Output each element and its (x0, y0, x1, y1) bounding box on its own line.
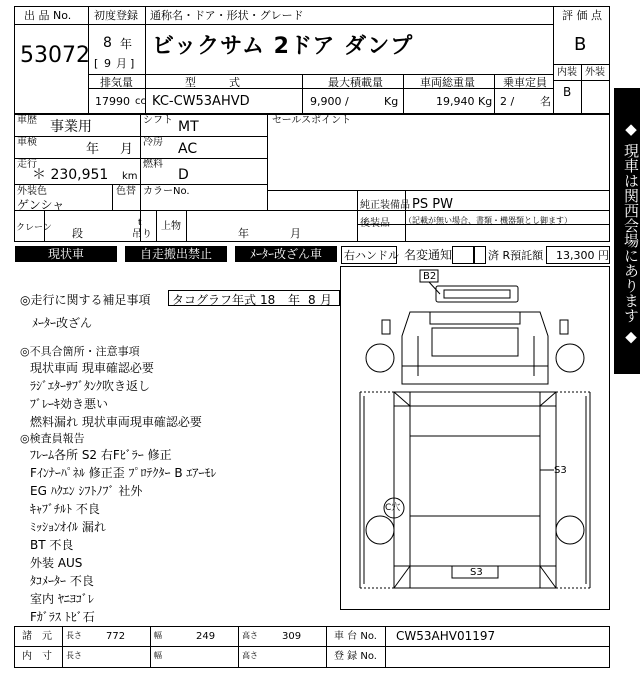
venue-notice: ◆ 現車は関西会場にあります ◆ (614, 88, 640, 374)
tacho-month: 8 (308, 293, 316, 307)
name-change-checkbox-2 (474, 246, 486, 264)
recycle-unit: 円 (598, 249, 609, 262)
defect-item: 燃料漏れ 現状車両現車確認必要 (30, 415, 202, 429)
interior-grade: B (563, 85, 572, 99)
in-height-label: 高さ (242, 651, 258, 660)
wheel-rear-right (556, 516, 584, 544)
wheel-rear-left (366, 516, 394, 544)
inspector-item: ﾌﾚｰﾑ各所 S2 右Fﾋﾞﾗｰ 修正 (30, 448, 172, 462)
inspector-item: BT 不良 (30, 538, 74, 552)
interior-label: 内装 (557, 67, 577, 78)
max-load-unit: Kg (384, 95, 399, 108)
exterior-color-value: ゲンシャ (17, 198, 65, 212)
steering-value: 右ハンドル (344, 249, 399, 262)
capacity-unit: 名 (540, 95, 551, 108)
first-reg-month: 9 (104, 57, 111, 70)
mileage-label: 走行 (17, 159, 37, 170)
defect-item: ﾗｼﾞｴﾀｰｻﾌﾞﾀﾝｸ吹き返し (30, 379, 151, 393)
equipment-label: 純正装備品 (360, 200, 410, 211)
first-reg-month-close: ] (130, 57, 135, 70)
vehicle-name-label: 通称名・ドア・形状・グレード (150, 9, 304, 22)
inspector-item: 室内 ﾔﾆﾖｺﾞﾚ (30, 592, 94, 606)
displacement-value: 17990 (95, 95, 130, 108)
height-label: 高さ (242, 631, 258, 640)
recycle-label: 済 R預託額 (488, 249, 544, 262)
crane-ton-unit: t (138, 218, 142, 228)
mirror-right (560, 320, 568, 334)
length-label: 長さ (66, 631, 82, 640)
first-reg-month-open: [ (94, 57, 99, 70)
gross-weight-label: 車両総重量 (420, 76, 475, 89)
c-hole-label: C穴 (385, 503, 401, 513)
in-width-label: 幅 (154, 651, 162, 660)
exterior-color-label: 外装色 (17, 186, 47, 197)
defect-item: 現状車両 現車確認必要 (30, 361, 154, 375)
inspector-item: ﾀｺﾒｰﾀｰ 不良 (30, 574, 94, 588)
inspector-item: ｷｬﾌﾞﾁﾙﾄ 不良 (30, 502, 100, 516)
history-label: 車歴 (17, 115, 37, 126)
wheel-front-right (556, 344, 584, 372)
cab-body (402, 312, 548, 384)
dims-label: 諸 元 (22, 631, 52, 642)
chassis-value: CW53AHV01197 (396, 629, 496, 643)
selling-points-label: セールスポイント (272, 115, 352, 126)
tacho-year-unit: 年 (288, 293, 301, 307)
first-reg-label: 初度登録 (94, 9, 138, 22)
inspection-year-unit: 年 (86, 142, 100, 157)
inspector-title: ◎検査員報告 (20, 432, 85, 445)
inspector-item: ﾐｯｼｮﾝｵｲﾙ 漏れ (30, 520, 106, 534)
name-change-label: 名変通知 (404, 248, 453, 262)
name-change-checkbox (452, 246, 474, 264)
first-reg-year: 8 (103, 35, 112, 51)
gross-weight-unit: Kg (478, 95, 493, 108)
registration-label: 登 録 No. (334, 651, 377, 662)
chassis-label: 車 台 No. (334, 631, 377, 642)
displacement-unit: cc (135, 96, 146, 107)
capacity-value: 2 / (500, 95, 515, 108)
crane-lift-unit: 吊り (132, 229, 152, 240)
lot-number: 53072 (20, 43, 90, 68)
defect-item: ﾌﾞﾚｰｷ効き悪い (30, 397, 109, 411)
gross-weight-value: 19,940 (436, 95, 475, 108)
mileage-unit: km (122, 171, 138, 182)
driving-notes-title: ◎走行に関する補足事項 (20, 293, 151, 307)
model-value: KC-CW53AHVD (152, 94, 250, 109)
equipment-value: PS PW (412, 197, 453, 212)
cab-roof-inner (444, 290, 510, 298)
crane-label: クレーン (16, 223, 52, 233)
defects-title: ◎不具合箇所・注意事項 (20, 345, 140, 358)
current-car-badge: 現状車 (15, 246, 117, 262)
length-value: 772 (106, 631, 126, 642)
upper-year-unit: 年 (238, 227, 249, 240)
upper-label: 上物 (161, 221, 181, 232)
recycle-amount: 13,300 (556, 249, 595, 262)
in-length-label: 長さ (66, 651, 82, 660)
footer-frame (14, 626, 610, 668)
fuel-label: 燃料 (143, 159, 163, 170)
month-unit: 月 (116, 57, 127, 70)
width-label: 幅 (154, 631, 162, 640)
fuel-value: D (178, 167, 189, 183)
inspection-month-unit: 月 (120, 142, 134, 157)
capacity-label: 乗車定員 (503, 76, 547, 89)
tacho-month-unit: 月 (320, 293, 333, 307)
truck-diagram (340, 266, 610, 610)
inspector-item: Fｲﾝﾅｰﾊﾟﾈﾙ 修正歪 ﾌﾟﾛﾃｸﾀｰ B ｴｱｰﾓﾚ (30, 466, 217, 480)
driving-note: ﾒｰﾀｰ改ざん (32, 316, 93, 330)
aircon-value: AC (178, 141, 198, 157)
color-change-label: 色替 (116, 186, 136, 197)
vehicle-name: ビックサム 2ドア ダンプ (152, 34, 414, 59)
shift-label: シフト (143, 115, 173, 126)
s3-bottom-label: S3 (470, 567, 483, 578)
history-value: 事業用 (50, 119, 92, 135)
tacho-year: 18 (260, 293, 276, 307)
no-self-drive-badge: 自走搬出禁止 (125, 246, 227, 262)
inspector-item: EG ﾊｸｴﾝ ｼﾌﾄﾉﾌﾞ 社外 (30, 484, 143, 498)
color-no-label: カラーNo. (143, 186, 190, 197)
year-unit: 年 (120, 37, 133, 51)
lot-label: 出 品 No. (24, 9, 72, 22)
dump-bed (394, 392, 556, 588)
interior-dims-label: 内 寸 (22, 651, 52, 662)
aftermarket-note: （記載が無い場合、書類・機器類とし御ます） (404, 216, 572, 225)
cab-roof (436, 286, 518, 302)
max-load-label: 最大積載量 (328, 76, 383, 89)
displacement-label: 排気量 (100, 76, 133, 89)
model-label: 型 式 (185, 76, 240, 89)
b2-label: B2 (423, 271, 437, 282)
inspection-label: 車検 (17, 137, 37, 148)
inspector-item: 外装 AUS (30, 556, 83, 570)
wheel-front-left (366, 344, 394, 372)
crane-stage-unit: 段 (72, 227, 83, 240)
overall-grade: B (574, 34, 587, 55)
mileage-value: ＊ 230,951 (32, 167, 109, 183)
max-load-value: 9,900 / (310, 95, 349, 108)
tacho-label: タコグラフ年式 (172, 293, 257, 307)
grade-label: 評 価 点 (562, 9, 602, 22)
mirror-left (382, 320, 390, 334)
height-value: 309 (282, 631, 302, 642)
aftermarket-label: 後装品 (360, 218, 390, 229)
upper-month-unit: 月 (290, 227, 301, 240)
s3-right-label: S3 (554, 465, 567, 476)
width-value: 249 (196, 631, 216, 642)
shift-value: MT (178, 119, 199, 135)
aircon-label: 冷房 (143, 137, 163, 148)
meter-tampered-badge: ﾒｰﾀｰ改ざん車 (235, 246, 337, 262)
exterior-label: 外装 (585, 67, 605, 78)
inspector-item: Fｶﾞﾗｽ ﾄﾋﾞ石 (30, 610, 95, 624)
